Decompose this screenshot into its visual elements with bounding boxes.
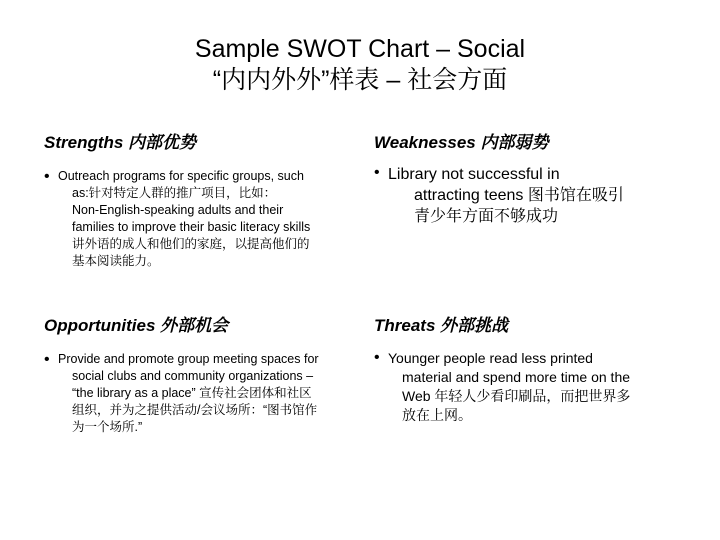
weaknesses-quadrant xyxy=(374,132,674,227)
strengths-line: Non-English-speaking adults and their xyxy=(72,203,284,217)
threats-bullet-item xyxy=(374,349,674,425)
slide-title xyxy=(0,34,720,96)
threats-heading: Threats 外部挑战 xyxy=(374,316,509,335)
threats-line: material and spend more time on the xyxy=(402,369,631,385)
opportunities-line: “the library as a place” 宣传社会团体和社区 xyxy=(72,386,312,400)
bullet-icon: • xyxy=(374,349,380,366)
threats-line: 放在上网。 xyxy=(402,407,472,423)
strengths-line: 讲外语的成人和他们的家庭，以提高他们的 xyxy=(72,237,310,251)
weaknesses-bullet-item xyxy=(374,164,674,227)
threats-line: Younger people read less printed xyxy=(388,350,593,366)
strengths-quadrant xyxy=(44,132,354,270)
bullet-icon: • xyxy=(374,164,380,181)
title-line-1: Sample SWOT Chart – Social xyxy=(194,35,526,63)
strengths-line: Outreach programs for specific groups, such xyxy=(58,169,304,183)
opportunities-line: social clubs and community organizations – xyxy=(72,369,314,383)
threats-quadrant xyxy=(374,315,674,425)
weaknesses-heading: Weaknesses 内部弱势 xyxy=(374,133,549,152)
strengths-heading: Strengths 内部优势 xyxy=(44,133,197,152)
opportunities-quadrant xyxy=(44,315,354,436)
opportunities-line: Provide and promote group meeting spaces for xyxy=(58,352,319,366)
weaknesses-line: attracting teens 图书馆在吸引 xyxy=(414,187,624,204)
weaknesses-line: Library not successful in xyxy=(388,166,560,183)
strengths-bullet-item xyxy=(44,168,354,270)
opportunities-bullet-item xyxy=(44,351,354,436)
bullet-icon: • xyxy=(44,168,50,185)
weaknesses-line: 青少年方面不够成功 xyxy=(414,208,559,225)
strengths-line: 基本阅读能力。 xyxy=(72,254,160,268)
opportunities-line: 组织，并为之提供活动/会议场所：“图书馆作 xyxy=(72,403,318,417)
opportunities-heading: Opportunities 外部机会 xyxy=(44,316,229,335)
title-line-2: “内内外外”样表 – 社会方面 xyxy=(212,66,508,94)
bullet-icon: • xyxy=(44,351,50,368)
threats-line: Web 年轻人少看印刷品，而把世界多 xyxy=(402,388,631,404)
strengths-line: families to improve their basic literacy skills xyxy=(72,220,311,234)
strengths-line: as:针对特定人群的推广项目，比如： xyxy=(72,186,277,200)
opportunities-line: 为一个场所.” xyxy=(72,420,143,434)
